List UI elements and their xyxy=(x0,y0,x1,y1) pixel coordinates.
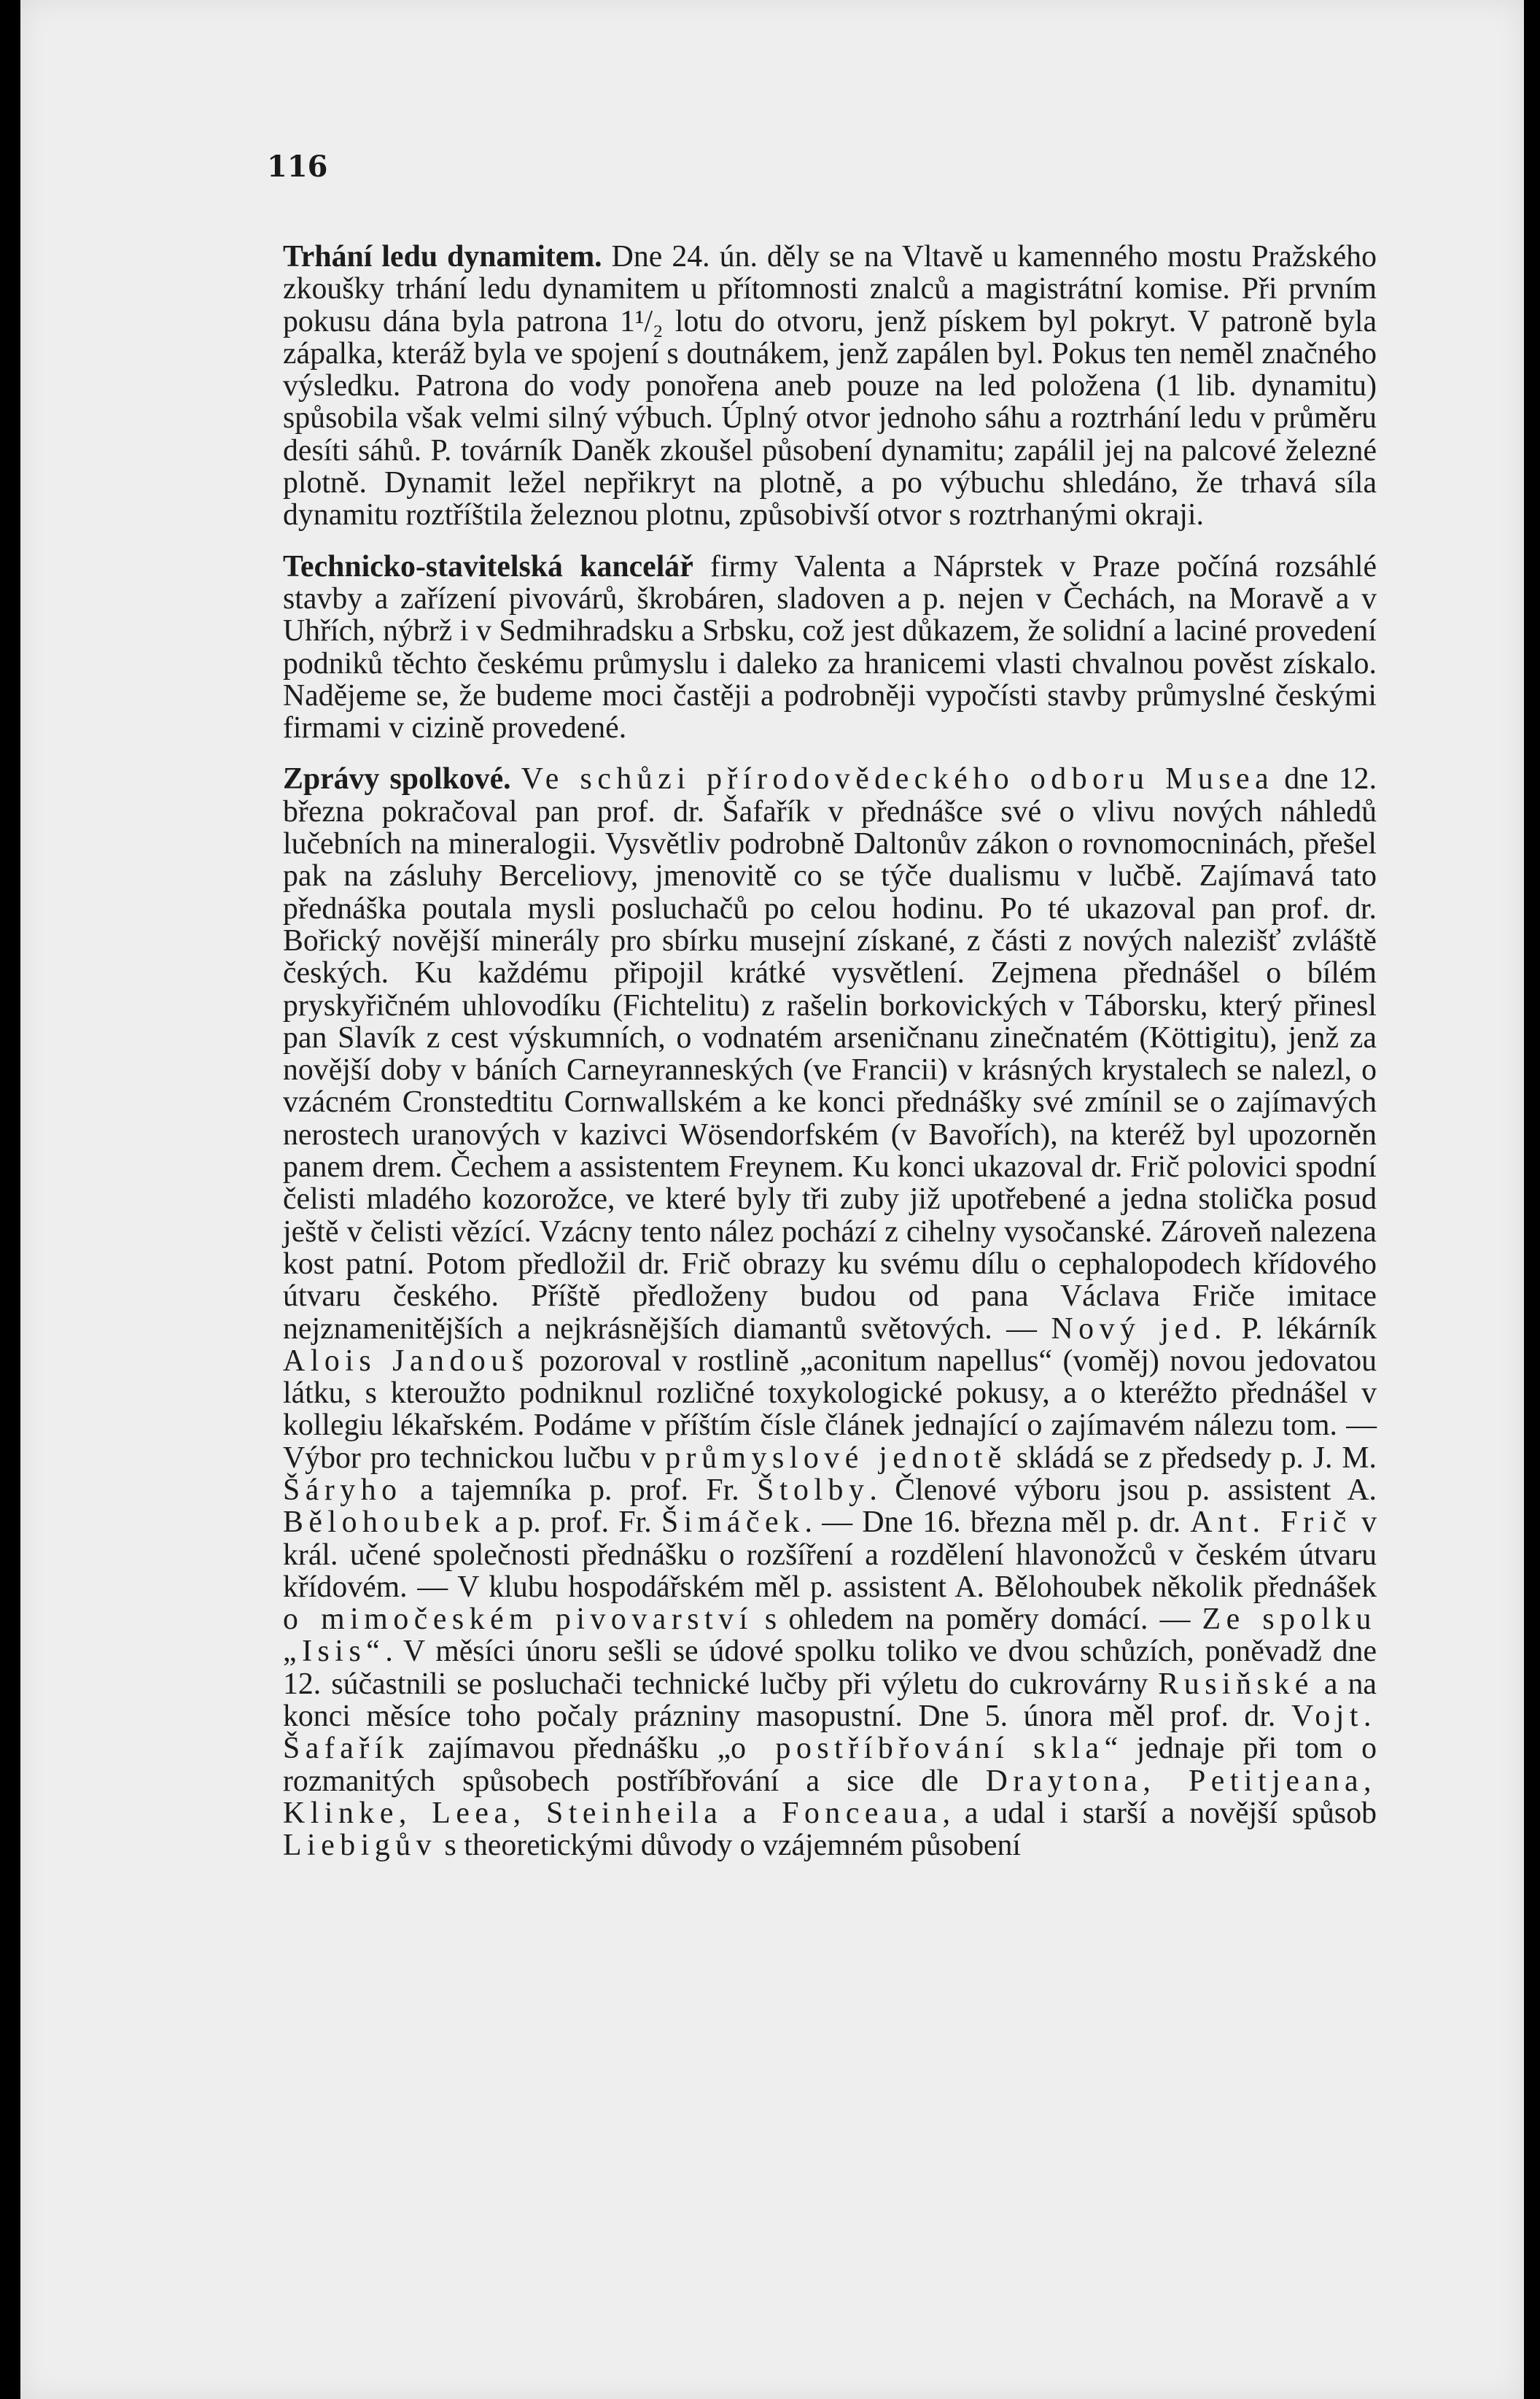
spaced-text: Bělohoubek xyxy=(283,1505,486,1540)
text-column xyxy=(283,241,1377,1862)
article-heading: Zprávy spolkové. xyxy=(283,762,511,797)
article-heading: Technicko-stavitelská kancelář xyxy=(283,549,693,584)
article-text: a p. prof. Fr. xyxy=(485,1505,661,1540)
spaced-text: průmyslové jednotě xyxy=(665,1441,1007,1475)
article-text: a na konci měsíce toho počaly prázniny masopustní. Dne 5. února měl prof. dr. xyxy=(283,1667,1377,1734)
spaced-text: Šáryho xyxy=(283,1473,402,1507)
spaced-text: Ant. Frič xyxy=(1190,1505,1352,1540)
article-heading: Trhání ledu dynamitem. xyxy=(283,240,602,274)
article-trhani-ledu xyxy=(283,241,1377,532)
article-text: pozoroval v rostlině „aconitum napellus“ (voměj) novou jedovatou látku, s kteroužto podniknul rozličné toxykologické pokusy, a o kteréžto přednášel v kollegiu lékařském. Podáme v příštím čísle článek jednající o zajímavém nálezu tom. — Výbor pro technickou lučbu v xyxy=(283,1344,1377,1475)
spaced-text: Ve schůzi přírodovědeckého odboru Musea xyxy=(521,762,1275,797)
page xyxy=(20,0,1524,2399)
article-technicko-stavitelska xyxy=(283,551,1377,745)
spaced-text: Šimáček xyxy=(661,1505,805,1540)
spaced-text: Alois Jandouš xyxy=(283,1344,529,1378)
spaced-text: Draytona, Petitjeana, Klinke, Leea, Steinheila a Fonceaua xyxy=(283,1764,1377,1830)
spaced-text: Liebigův xyxy=(283,1829,438,1863)
spaced-text: Vojt. Šafařík xyxy=(283,1700,1377,1766)
article-text: s theoretickými důvody o vzájemném působení xyxy=(437,1829,1022,1863)
article-text: “ jednaje při tom o rozmanitých spůsobech postříbřování a sice dle xyxy=(283,1732,1377,1798)
article-text: dne 12. března pokračoval pan prof. dr. Šafařík v přednášce své o vlivu nových náhledů lučebních na mineralogii. Vysvětliv podrobně Daltonův zákon o rovnomocninách, přešel pak na zásluhy Berceliovy, jmenovitě co se týče dualismu v lučbě. Zajímavá tato přednáška poutala mysli posluchačů po celou hodinu. Po té ukazoval pan prof. dr. Bořický novější minerály pro sbírku musejní získané, z části z nových nalezišť zvláště českých. Ku každému připojil krátké vysvětlení. Zejmena přednášel o bílém pryskyřičném uhlovodíku (Fichtelitu) z rašelin borkovických v Táborsku, který přinesl pan Slavík z cest výskumních, o vodnatém arseničnanu zinečnatém (Köttigitu), jenž za novější doby v báních Carneyranneských (ve Francii) v krásných krystalech se nalezl, o vzácném Cronstedtitu Cornwallském a ke konci přednášky své zmínil se o zajímavých nerostech uranových v kazivci Wösendorfském (v Bavořích), na kteréž byl upozorněn panem drem. Čechem a assistentem Freynem. Ku konci ukazoval dr. Frič polovici spodní čelisti mladého kozorožce, ve které byly tři zuby již upotřebené a jedna stolička posud ještě v čelisti vězící. Vzácny tento nález pochází z cihelny vysočanské. Zároveň nalezena kost patní. Potom předložil dr. Frič obrazy ku svému dílu o cephalopodech křídového útvaru českého. Příště předloženy budou od pana Václava Friče imitace nejznamenitějších a nejkrásnějších diamantů světových. — xyxy=(283,762,1377,1346)
article-body: Dne 24. ún. děly se na Vltavě u kamenného mostu Pražského zkoušky trhání ledu dynamitem u přítomnosti znalců a magistrátní komise. Při prvním pokusu dána byla patrona 1¹/₂ lotu do otvoru, jenž pískem byl pokryt. V patroně byla zápalka, kteráž byla ve spojení s doutnákem, jenž zapálen byl. Pokus ten neměl značného výsledku. Patrona do vody ponořena aneb pouze na led položena (1 lib. dynamitu) spůsobila však velmi silný výbuch. Úplný otvor jednoho sáhu a roztrhání ledu v průměru desíti sáhů. P. továrník Daněk zkoušel působení dynamitu; zapálil jej na palcové železné plotně. Dynamit ležel nepřikryt na plotně, a po výbuchu shledáno, že trhavá síla dynamitu roztříštila železnou plotnu, způsobivší otvor s roztrhanými okraji. xyxy=(283,240,1377,532)
spaced-text: o postříbřování skla xyxy=(731,1732,1105,1766)
spaced-text: o mimočeském pivovarství xyxy=(283,1602,753,1637)
article-text: a tajemníka p. prof. Fr. xyxy=(402,1473,758,1507)
article-zpravy-spolkove xyxy=(283,763,1377,1861)
article-text: skládá se z předsedy p. J. M. xyxy=(1006,1441,1377,1475)
spaced-text: Ze spolku „Isis“ xyxy=(283,1602,1377,1669)
article-text: s ohledem na poměry domácí. — xyxy=(752,1602,1202,1637)
article-body: firmy Valenta a Náprstek v Praze počíná rozsáhlé stavby a zařízení pivovárů, škrobáren, sladoven a p. nejen v Čechách, na Moravě a v Uhřích, nýbrž i v Sedmihradsku a Srbsku, což jest důkazem, že solidní a laciné provedení podniků těchto českému průmyslu i daleko za hranicemi vlasti chvalnou pověst získalo. Nadějeme se, že budeme moci častěji a podrobněji vypočísti stavby průmyslné českými firmami v cizině provedené. xyxy=(283,549,1377,745)
page-number: 116 xyxy=(267,150,328,184)
article-text: , a udal i starší a novější spůsob xyxy=(942,1796,1377,1830)
spaced-text: Nový jed. xyxy=(1051,1311,1228,1346)
spaced-text: Štolby xyxy=(757,1473,870,1507)
article-text: v král. učené společnosti přednášku o rozšíření a rozdělení hlavonožců v českém útvaru křídovém. — V klubu hospodářském měl p. assistent A. Bělohoubek několik přednášek xyxy=(283,1505,1377,1604)
article-text: . V měsíci únoru sešli se údové spolku toliko ve dvou schůzích, poněvadž dne 12. súčastnili se posluchači technické lučby při výletu do cukrovárny xyxy=(283,1635,1377,1701)
article-text: . Členové výboru jsou p. assistent A. xyxy=(869,1473,1377,1507)
article-text: . — Dne 16. března měl p. dr. xyxy=(804,1505,1191,1540)
article-text: zajímavou přednášku „ xyxy=(409,1732,731,1766)
article-text: P. lékárník xyxy=(1227,1311,1377,1346)
spaced-text: Rusiňské xyxy=(1158,1667,1314,1701)
